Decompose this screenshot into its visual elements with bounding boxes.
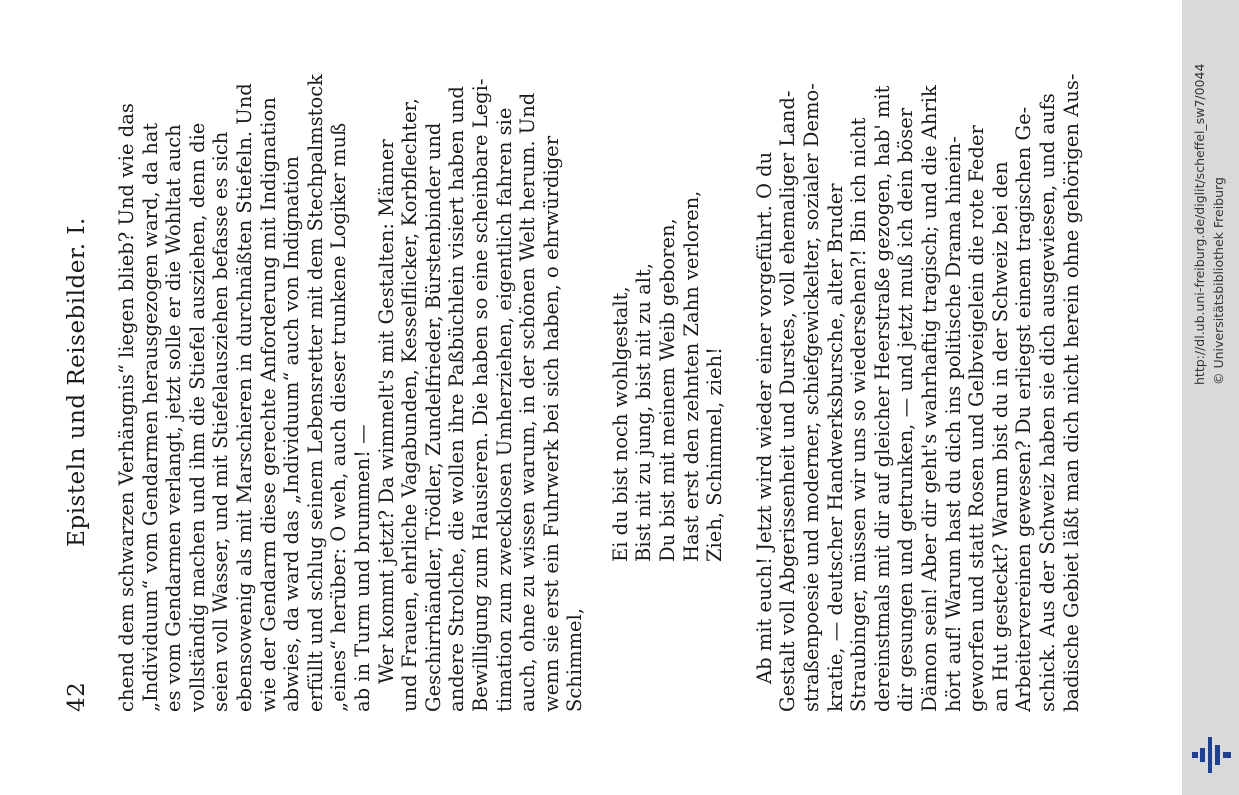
text-line: erfüllt und schlug seinem Lebensretter mit dem Stechpalmstock bbox=[303, 74, 327, 712]
sidebar-info bbox=[1190, 5, 1230, 385]
text-line: badische Gebiet läßt man dich nicht herein ohne gehörigen Aus- bbox=[1059, 73, 1083, 712]
source-url[interactable]: http://dl.ub.uni-freiburg.de/diglit/scheffel_sw7/0044 bbox=[1192, 63, 1207, 385]
text-line: Ab mit euch! Jetzt wird wieder einer vorgeführt. O du bbox=[752, 151, 776, 684]
text-line: ebensowenig als mit Marschieren in durchnäßten Stiefeln. Und bbox=[232, 83, 256, 712]
body-text bbox=[115, 72, 1083, 712]
text-line: Arbeitervereinen gewesen? Du erliegst einem tragischen Ge- bbox=[1012, 106, 1036, 712]
text-line: Straubinger, müssen wir uns so wiedersehen?! Bin ich nicht bbox=[847, 117, 871, 712]
text-line: Schimmel, bbox=[563, 607, 587, 712]
text-line: andere Strolche, die wollen ihre Paßbüchlein visiert haben und bbox=[445, 86, 469, 712]
paragraph-1 bbox=[115, 72, 375, 712]
text-line: wie der Gendarm diese gerechte Anforderung mit Indignation bbox=[256, 97, 280, 712]
copyright-credit: © Universitätsbibliothek Freiburg bbox=[1211, 177, 1226, 385]
text-line: Dämon sein! Aber dir geht's wahrhaftig tragisch; und die Ahrik bbox=[918, 85, 941, 712]
text-line: Wer kommt jetzt? Da wimmelt's mit Gestalten: Männer bbox=[374, 139, 398, 684]
text-line: straßenpoesie und moderner, schiefgewickelter, sozialer Demo- bbox=[800, 83, 824, 712]
text-line: hört auf! Warum hast du dich ins politische Drama hinein- bbox=[941, 136, 965, 712]
text-line: dereinstmals mit dir auf gleicher Heerstraße gezogen, hab' mit bbox=[870, 85, 894, 712]
text-line: vollständig machen und ihm die Stiefel ausziehen, denn die bbox=[185, 122, 209, 712]
text-line: kratie, — deutscher Handwerksbursche, alter Bruder bbox=[823, 183, 847, 712]
text-line: schick. Aus der Schweiz haben sie dich ausgewiesen, und aufs bbox=[1035, 93, 1059, 712]
text-line: Bewilligung zum Hausieren. Die haben so eine scheinbare Legi- bbox=[468, 78, 492, 712]
text-line: „eines“ herüber: O weh, auch dieser trunkene Logiker muß bbox=[327, 122, 351, 712]
text-line: seien voll Wasser, und mit Stiefelausziehen befasse es sich bbox=[209, 131, 233, 712]
text-line: „Individuum“ vom Gendarmen herausgezogen ward, da hat bbox=[138, 122, 162, 712]
text-line: Zieh, Schimmel, zieh! bbox=[703, 347, 727, 562]
text-line: Geschirrhändler, Trödler, Zundelfrieder, Bürstenbinder und bbox=[421, 122, 445, 712]
text-line: timation zum zwecklosen Umherziehen, eigentlich fahren sie bbox=[492, 107, 516, 712]
text-line: Bist nit zu jung, bist nit zu alt, bbox=[632, 262, 656, 562]
text-line: geworfen und statt Rosen und Gelbveigelein die rote Feder bbox=[965, 125, 989, 712]
verse bbox=[609, 72, 727, 562]
page-header bbox=[60, 52, 100, 712]
text-line: Ei du bist noch wohlgestalt, bbox=[608, 286, 632, 562]
text-line: dir gesungen und getrunken, — und jetzt muß ich dein böser bbox=[894, 107, 918, 712]
paragraph-3 bbox=[753, 72, 1083, 712]
page-number: 42 bbox=[64, 681, 90, 712]
text-line: Gestalt voll Abgerissenheit und Durstes, voll ehemaliger Land- bbox=[776, 90, 800, 712]
text-line: abwies, da ward das „Individuum“ auch von Indignation bbox=[280, 156, 304, 712]
text-line: und Frauen, ehrliche Vagabunden, Kesselflicker, Korbflechter, bbox=[398, 98, 422, 712]
text-line: Hast erst den zehnten Zahn verloren, bbox=[679, 190, 703, 562]
text-line: ab in Turm und brummen! — bbox=[350, 424, 374, 712]
text-line: es vom Gendarmen verlangt, jetzt solle er die Wohltat auch bbox=[162, 124, 186, 712]
page-content bbox=[60, 52, 1100, 712]
text-line: auch, ohne zu wissen warum, in der schönen Welt herum. Und bbox=[516, 92, 540, 712]
text-line: an Hut gesteckt? Warum bist du in der Schweiz bei den bbox=[988, 161, 1012, 712]
paragraph-2 bbox=[375, 72, 587, 712]
running-title: Episteln und Reisebilder. I. bbox=[64, 217, 90, 547]
text-line: wenn sie erst ein Fuhrwerk bei sich haben, o ehrwürdiger bbox=[539, 135, 563, 712]
text-line: chend dem schwarzen Verhängnis“ liegen blieb? Und wie das bbox=[115, 103, 138, 712]
ub-freiburg-logo-icon[interactable] bbox=[1190, 735, 1234, 775]
text-line: Du bist mit meinem Weib geboren, bbox=[656, 218, 680, 562]
